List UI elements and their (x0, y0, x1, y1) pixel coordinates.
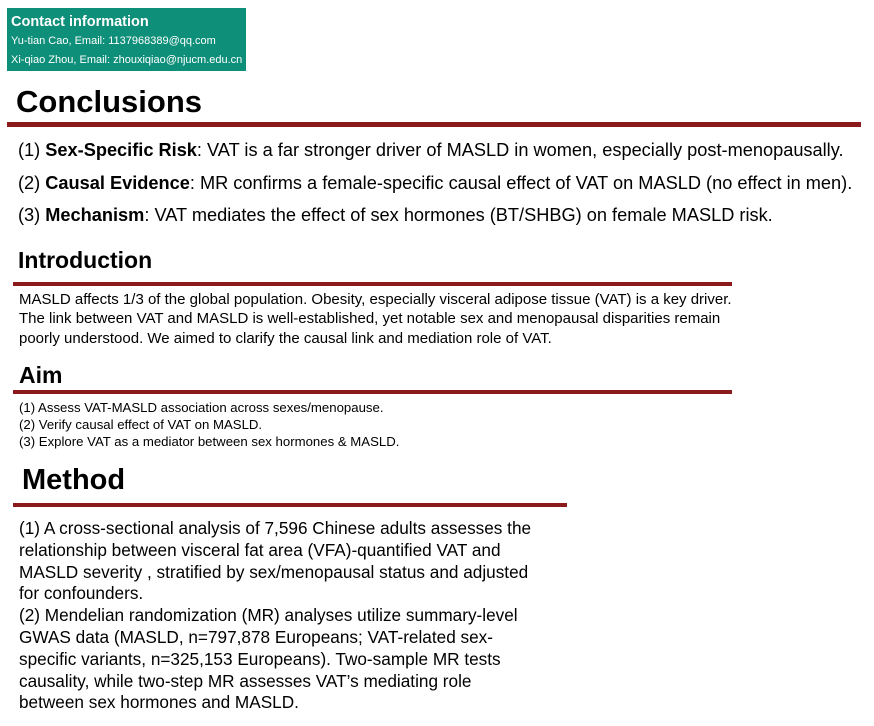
conclusion-num: (3) (18, 205, 46, 225)
conclusion-text: : VAT mediates the effect of sex hormones (BT/SHBG) on female MASLD risk. (144, 205, 773, 225)
method-line: causality, while two-step MR assesses VAT’s mediating role (19, 670, 472, 691)
aim-list (19, 399, 719, 450)
conclusion-label: Causal Evidence (45, 173, 190, 193)
method-line: specific variants, n=325,153 Europeans). Two-sample MR tests (19, 648, 501, 669)
conclusion-item-3 (18, 204, 773, 226)
contact-title: Contact information (11, 14, 149, 30)
conclusions-title: Conclusions (16, 84, 203, 119)
aim-item: (2) Verify causal effect of VAT on MASLD. (19, 417, 263, 432)
method-line: (1) A cross-sectional analysis of 7,596 Chinese adults assesses the (19, 518, 532, 538)
conclusion-text: : VAT is a far stronger driver of MASLD in women, especially post-menopausally. (196, 140, 844, 160)
aim-item: (1) Assess VAT-MASLD association across sexes/menopause. (19, 400, 384, 415)
aim-divider (13, 390, 732, 394)
method-line: GWAS data (MASLD, n=797,878 Europeans; VAT-related sex- (19, 626, 494, 647)
method-line: relationship between visceral fat area (VFA)-quantified VAT and (19, 539, 501, 560)
introduction-paragraph: MASLD affects 1/3 of the global population. Obesity, especially visceral adipose tissue (VAT) is a key driver. The link between VAT and MASLD is well-established, yet notable sex and menopausal disparities remain poorly understood. We aimed to clarify the causal link and mediation role of VAT. (19, 291, 732, 347)
method-line: between sex hormones and MASLD. (19, 692, 299, 713)
introduction-divider (13, 282, 732, 286)
contact-info-box (7, 8, 246, 71)
method-line: for confounders. (19, 583, 144, 604)
conclusion-label: Sex-Specific Risk (45, 140, 197, 160)
conclusion-item-1 (18, 139, 844, 161)
contact-line-1: Yu-tian Cao, Email: 1137968389@qq.com (11, 35, 216, 47)
method-title: Method (22, 464, 126, 496)
method-paragraph (19, 518, 579, 714)
conclusion-item-2 (18, 172, 852, 194)
conclusion-num: (1) (18, 140, 46, 160)
conclusion-label: Mechanism (45, 205, 145, 225)
aim-title: Aim (19, 362, 63, 388)
introduction-title: Introduction (18, 247, 153, 273)
method-line: MASLD severity , stratified by sex/menopausal status and adjusted (19, 561, 529, 582)
method-line: (2) Mendelian randomization (MR) analyses utilize summary-level (19, 605, 518, 626)
contact-line-2: Xi-qiao Zhou, Email: zhouxiqiao@njucm.edu.cn (11, 54, 243, 66)
conclusion-num: (2) (18, 173, 46, 193)
aim-item: (3) Explore VAT as a mediator between sex hormones & MASLD. (19, 434, 400, 449)
conclusion-text: : MR confirms a female-specific causal effect of VAT on MASLD (no effect in men). (189, 173, 853, 193)
conclusions-divider (7, 122, 861, 127)
method-divider (13, 503, 567, 507)
